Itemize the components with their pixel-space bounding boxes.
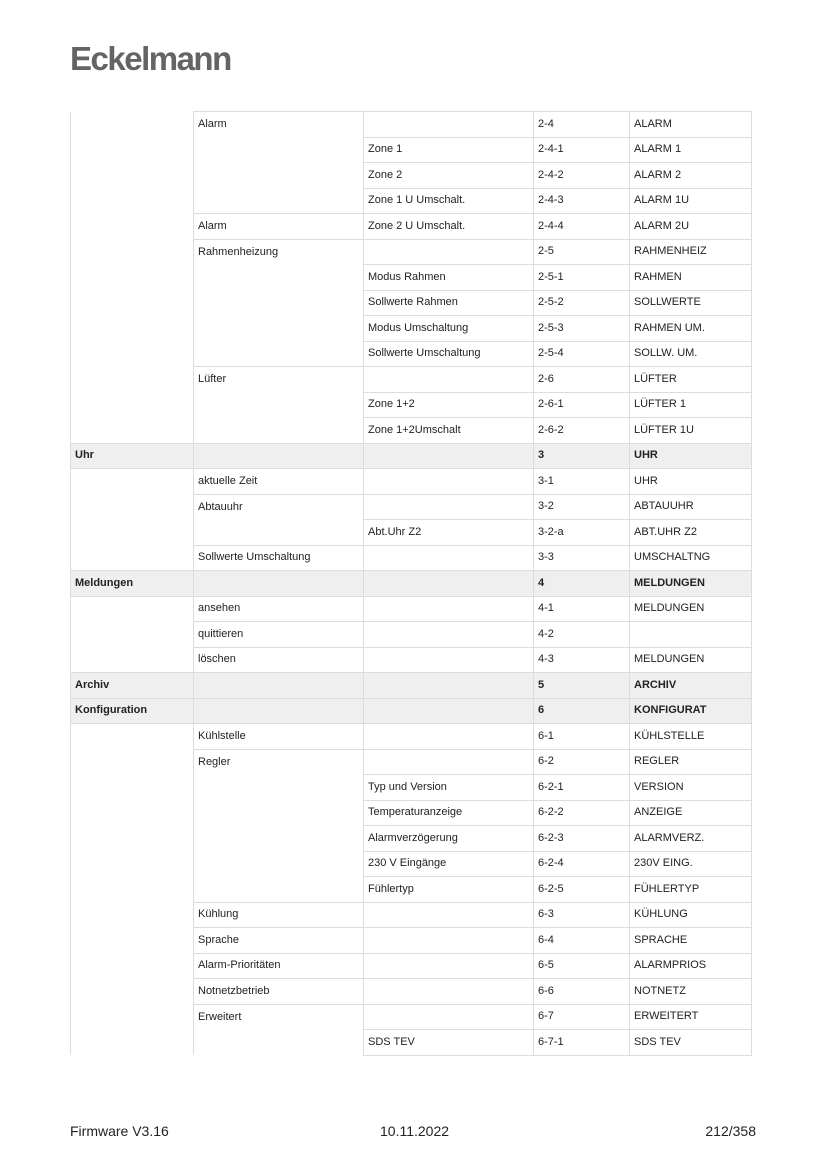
menu-level-1-cell (71, 494, 194, 520)
table-row (71, 877, 752, 903)
menu-number-cell: 2-5-1 (534, 265, 630, 291)
menu-level-2-cell (194, 877, 364, 903)
menu-level-3-cell: Zone 1+2Umschalt (364, 418, 534, 444)
table-row (71, 800, 752, 826)
menu-number-cell: 3-3 (534, 545, 630, 571)
menu-level-3-cell (364, 724, 534, 750)
category-row (71, 673, 752, 699)
menu-level-2-cell (194, 137, 364, 163)
menu-level-3-cell: Abt.Uhr Z2 (364, 520, 534, 546)
menu-level-1-cell (71, 112, 194, 138)
menu-level-2-cell (194, 316, 364, 342)
menu-level-3-cell: Zone 2 U Umschalt. (364, 214, 534, 240)
menu-structure-table (70, 111, 752, 1056)
display-label-cell: UMSCHALTNG (630, 545, 752, 571)
menu-table-body (71, 112, 752, 1056)
table-row (71, 826, 752, 852)
menu-level-1-cell (71, 877, 194, 903)
table-row (71, 953, 752, 979)
menu-number-cell: 6-5 (534, 953, 630, 979)
menu-level-2-cell (194, 571, 364, 597)
table-row (71, 928, 752, 954)
menu-level-3-cell (364, 494, 534, 520)
menu-level-2-cell: Sollwerte Umschaltung (194, 545, 364, 571)
menu-level-2-cell (194, 443, 364, 469)
menu-level-2-cell: Alarm-Prioritäten (194, 953, 364, 979)
menu-level-1-cell (71, 928, 194, 954)
firmware-version: Firmware V3.16 (70, 1123, 169, 1139)
menu-level-1-cell (71, 545, 194, 571)
menu-level-3-cell: Alarmverzögerung (364, 826, 534, 852)
display-label-cell: ANZEIGE (630, 800, 752, 826)
menu-level-1-cell (71, 800, 194, 826)
menu-level-3-cell: Zone 1 (364, 137, 534, 163)
menu-level-1-cell: Meldungen (71, 571, 194, 597)
menu-level-3-cell (364, 112, 534, 138)
menu-level-3-cell (364, 953, 534, 979)
table-row (71, 316, 752, 342)
menu-level-1-cell (71, 469, 194, 495)
table-row (71, 112, 752, 138)
menu-number-cell: 2-4 (534, 112, 630, 138)
table-row (71, 775, 752, 801)
menu-level-3-cell (364, 469, 534, 495)
menu-level-2-cell (194, 265, 364, 291)
display-label-cell: RAHMEN (630, 265, 752, 291)
menu-level-1-cell (71, 137, 194, 163)
menu-level-2-cell (194, 290, 364, 316)
menu-level-1-cell (71, 775, 194, 801)
menu-level-2-cell (194, 188, 364, 214)
menu-number-cell: 6-2-4 (534, 851, 630, 877)
menu-number-cell: 4-1 (534, 596, 630, 622)
display-label-cell: RAHMEN UM. (630, 316, 752, 342)
menu-number-cell: 6-6 (534, 979, 630, 1005)
display-label-cell: ERWEITERT (630, 1004, 752, 1030)
menu-level-1-cell: Uhr (71, 443, 194, 469)
menu-number-cell: 2-5-2 (534, 290, 630, 316)
menu-level-1-cell (71, 851, 194, 877)
menu-level-2-cell (194, 698, 364, 724)
display-label-cell: ALARMPRIOS (630, 953, 752, 979)
menu-level-3-cell: 230 V Eingänge (364, 851, 534, 877)
category-row (71, 443, 752, 469)
display-label-cell: ALARM 2 (630, 163, 752, 189)
menu-level-3-cell (364, 1004, 534, 1030)
menu-number-cell: 6-7 (534, 1004, 630, 1030)
menu-level-1-cell (71, 953, 194, 979)
menu-number-cell: 2-4-1 (534, 137, 630, 163)
menu-number-cell: 2-6 (534, 367, 630, 393)
menu-level-1-cell (71, 826, 194, 852)
table-row (71, 749, 752, 775)
menu-number-cell: 6-4 (534, 928, 630, 954)
menu-level-3-cell: Fühlertyp (364, 877, 534, 903)
menu-number-cell: 6-2-3 (534, 826, 630, 852)
menu-number-cell: 2-6-2 (534, 418, 630, 444)
table-row (71, 418, 752, 444)
menu-number-cell: 6-7-1 (534, 1030, 630, 1056)
table-row (71, 265, 752, 291)
table-row (71, 163, 752, 189)
menu-level-3-cell (364, 596, 534, 622)
table-row (71, 596, 752, 622)
display-label-cell: MELDUNGEN (630, 571, 752, 597)
menu-number-cell: 3-2 (534, 494, 630, 520)
display-label-cell: ALARM 1 (630, 137, 752, 163)
menu-level-3-cell (364, 647, 534, 673)
menu-level-3-cell (364, 571, 534, 597)
menu-level-1-cell (71, 749, 194, 775)
display-label-cell: ABT.UHR Z2 (630, 520, 752, 546)
menu-level-1-cell (71, 979, 194, 1005)
menu-level-1-cell (71, 622, 194, 648)
page-number: 212/358 (705, 1123, 756, 1139)
display-label-cell: LÜFTER (630, 367, 752, 393)
menu-level-3-cell (364, 979, 534, 1005)
menu-level-1-cell (71, 316, 194, 342)
menu-number-cell: 6-3 (534, 902, 630, 928)
category-row (71, 698, 752, 724)
display-label-cell: SDS TEV (630, 1030, 752, 1056)
menu-level-2-cell: Kühlstelle (194, 724, 364, 750)
display-label-cell: LÜFTER 1 (630, 392, 752, 418)
menu-number-cell: 6-2-5 (534, 877, 630, 903)
menu-level-2-cell: aktuelle Zeit (194, 469, 364, 495)
menu-level-2-cell: Kühlung (194, 902, 364, 928)
display-label-cell: ALARM 1U (630, 188, 752, 214)
display-label-cell: LÜFTER 1U (630, 418, 752, 444)
menu-number-cell: 6-2-2 (534, 800, 630, 826)
menu-level-1-cell (71, 596, 194, 622)
table-row (71, 520, 752, 546)
display-label-cell: FÜHLERTYP (630, 877, 752, 903)
table-row (71, 1030, 752, 1056)
menu-level-3-cell (364, 928, 534, 954)
table-row (71, 290, 752, 316)
menu-number-cell: 3-2-a (534, 520, 630, 546)
menu-level-3-cell (364, 622, 534, 648)
menu-level-1-cell (71, 163, 194, 189)
table-row (71, 622, 752, 648)
menu-number-cell: 3-1 (534, 469, 630, 495)
table-row (71, 902, 752, 928)
menu-level-2-cell: ansehen (194, 596, 364, 622)
menu-level-3-cell (364, 367, 534, 393)
table-row (71, 469, 752, 495)
menu-level-2-cell: Alarm (194, 112, 364, 138)
menu-number-cell: 2-5 (534, 239, 630, 265)
table-row (71, 341, 752, 367)
menu-level-3-cell: Typ und Version (364, 775, 534, 801)
menu-level-1-cell (71, 290, 194, 316)
menu-level-1-cell (71, 367, 194, 393)
table-row (71, 137, 752, 163)
display-label-cell: ABTAUUHR (630, 494, 752, 520)
menu-level-3-cell: Temperaturanzeige (364, 800, 534, 826)
display-label-cell: RAHMENHEIZ (630, 239, 752, 265)
menu-level-3-cell: Modus Umschaltung (364, 316, 534, 342)
menu-number-cell: 3 (534, 443, 630, 469)
menu-level-2-cell: Abtauuhr (194, 494, 364, 520)
menu-number-cell: 2-5-3 (534, 316, 630, 342)
menu-level-1-cell: Konfiguration (71, 698, 194, 724)
menu-level-1-cell (71, 647, 194, 673)
menu-level-1-cell (71, 1004, 194, 1030)
menu-level-2-cell (194, 673, 364, 699)
table-row (71, 392, 752, 418)
menu-level-3-cell (364, 902, 534, 928)
menu-level-1-cell (71, 392, 194, 418)
menu-number-cell: 6-1 (534, 724, 630, 750)
menu-level-3-cell (364, 673, 534, 699)
display-label-cell: KÜHLUNG (630, 902, 752, 928)
display-label-cell: UHR (630, 469, 752, 495)
menu-number-cell: 5 (534, 673, 630, 699)
menu-level-3-cell: Sollwerte Rahmen (364, 290, 534, 316)
display-label-cell: SPRACHE (630, 928, 752, 954)
menu-level-2-cell (194, 163, 364, 189)
menu-level-1-cell (71, 724, 194, 750)
menu-level-2-cell: Rahmenheizung (194, 239, 364, 265)
menu-number-cell: 6-2 (534, 749, 630, 775)
menu-level-1-cell (71, 239, 194, 265)
display-label-cell: ALARM (630, 112, 752, 138)
menu-level-1-cell (71, 1030, 194, 1056)
display-label-cell: SOLLWERTE (630, 290, 752, 316)
display-label-cell: KONFIGURAT (630, 698, 752, 724)
menu-number-cell: 4 (534, 571, 630, 597)
menu-number-cell: 2-4-2 (534, 163, 630, 189)
menu-level-1-cell (71, 214, 194, 240)
menu-number-cell: 2-6-1 (534, 392, 630, 418)
menu-level-1-cell: Archiv (71, 673, 194, 699)
table-row (71, 851, 752, 877)
table-row (71, 188, 752, 214)
menu-level-3-cell: Zone 2 (364, 163, 534, 189)
display-label-cell: UHR (630, 443, 752, 469)
display-label-cell: NOTNETZ (630, 979, 752, 1005)
menu-level-2-cell: Erweitert (194, 1004, 364, 1030)
display-label-cell: ARCHIV (630, 673, 752, 699)
category-row (71, 571, 752, 597)
menu-level-3-cell (364, 749, 534, 775)
table-row (71, 367, 752, 393)
display-label-cell: SOLLW. UM. (630, 341, 752, 367)
menu-level-2-cell (194, 392, 364, 418)
menu-level-2-cell (194, 800, 364, 826)
menu-number-cell: 6-2-1 (534, 775, 630, 801)
menu-level-3-cell: Zone 1 U Umschalt. (364, 188, 534, 214)
display-label-cell: VERSION (630, 775, 752, 801)
menu-level-2-cell: Sprache (194, 928, 364, 954)
menu-number-cell: 4-2 (534, 622, 630, 648)
table-row (71, 647, 752, 673)
table-row (71, 979, 752, 1005)
display-label-cell: REGLER (630, 749, 752, 775)
menu-level-1-cell (71, 341, 194, 367)
menu-number-cell: 2-4-4 (534, 214, 630, 240)
menu-level-2-cell (194, 826, 364, 852)
table-row (71, 545, 752, 571)
menu-number-cell: 4-3 (534, 647, 630, 673)
table-row (71, 214, 752, 240)
menu-level-3-cell (364, 698, 534, 724)
menu-level-3-cell (364, 239, 534, 265)
menu-level-2-cell: Notnetzbetrieb (194, 979, 364, 1005)
menu-level-3-cell (364, 545, 534, 571)
table-row (71, 494, 752, 520)
table-row (71, 724, 752, 750)
menu-level-2-cell: Regler (194, 749, 364, 775)
menu-level-2-cell (194, 1030, 364, 1056)
eckelmann-logo: Eckelmann (70, 40, 231, 77)
menu-level-3-cell: SDS TEV (364, 1030, 534, 1056)
display-label-cell: MELDUNGEN (630, 596, 752, 622)
menu-level-3-cell: Sollwerte Umschaltung (364, 341, 534, 367)
menu-level-2-cell: quittieren (194, 622, 364, 648)
display-label-cell: MELDUNGEN (630, 647, 752, 673)
display-label-cell: ALARMVERZ. (630, 826, 752, 852)
menu-level-1-cell (71, 520, 194, 546)
menu-level-1-cell (71, 265, 194, 291)
menu-level-3-cell: Modus Rahmen (364, 265, 534, 291)
document-date: 10.11.2022 (380, 1123, 450, 1139)
menu-level-2-cell: Alarm (194, 214, 364, 240)
menu-level-1-cell (71, 902, 194, 928)
display-label-cell: 230V EING. (630, 851, 752, 877)
table-row (71, 239, 752, 265)
menu-number-cell: 6 (534, 698, 630, 724)
menu-level-2-cell (194, 520, 364, 546)
menu-level-2-cell: löschen (194, 647, 364, 673)
menu-level-2-cell (194, 341, 364, 367)
menu-level-3-cell (364, 443, 534, 469)
menu-level-2-cell (194, 775, 364, 801)
menu-level-3-cell: Zone 1+2 (364, 392, 534, 418)
display-label-cell (630, 622, 752, 648)
menu-level-2-cell: Lüfter (194, 367, 364, 393)
menu-number-cell: 2-4-3 (534, 188, 630, 214)
table-row (71, 1004, 752, 1030)
menu-number-cell: 2-5-4 (534, 341, 630, 367)
menu-level-1-cell (71, 188, 194, 214)
menu-level-1-cell (71, 418, 194, 444)
menu-level-2-cell (194, 418, 364, 444)
display-label-cell: KÜHLSTELLE (630, 724, 752, 750)
display-label-cell: ALARM 2U (630, 214, 752, 240)
menu-level-2-cell (194, 851, 364, 877)
